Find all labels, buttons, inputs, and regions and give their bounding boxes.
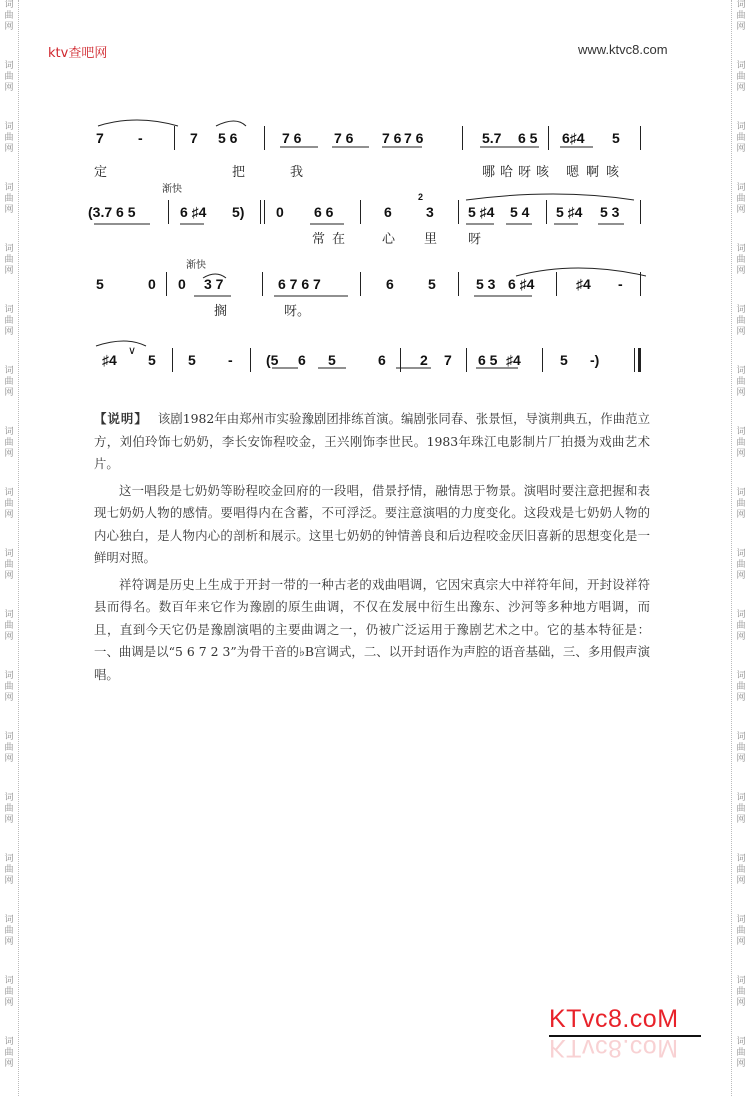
breath-mark: ∨ xyxy=(128,345,137,357)
watermark-char: 曲 xyxy=(736,72,746,82)
watermark-char: 网 xyxy=(736,327,746,337)
note: 7 xyxy=(190,130,198,146)
watermark-char: 网 xyxy=(4,998,14,1008)
barline xyxy=(458,200,459,224)
watermark-char: 曲 xyxy=(736,743,746,753)
watermark-gap xyxy=(2,704,16,732)
barline xyxy=(264,200,265,224)
note: ♯4 xyxy=(576,276,591,292)
description-paragraph-1: 【说明】 该剧1982年由郑州市实验豫剧团排练首演。编剧张同春、张景恒，导演荆典五，作曲范立方，刘伯玲饰七奶奶，李长安饰程咬金，王兴刚饰李世民。1983年珠江电影制片厂拍摄为戏曲艺术片。 xyxy=(94,411,650,471)
grace-note: 2 xyxy=(418,192,424,202)
note: 2 xyxy=(420,352,428,368)
final-barline-thin xyxy=(634,348,635,372)
description-paragraph-3: 祥符调是历史上生成于开封一带的一种古老的戏曲唱调，它因宋真宗大中祥符年间，开封设祥符县而得名。数百年来它作为豫剧的原生曲调，不仅在发展中衍生出豫东、沙河等多种地方唱调，而且，直到今天它仍是豫剧演唱的主要曲调之一，仍被广泛运用于豫剧艺术之中。它的基本特征是：一、曲调是以“5 6 7 2 3”为骨干音的♭B宫调式，二、以开封语作为声腔的语音基础，三、多用假声演唱。 xyxy=(94,576,650,682)
barline xyxy=(262,272,263,296)
watermark-char: 词 xyxy=(4,1037,14,1047)
watermark-char: 曲 xyxy=(736,804,746,814)
note: 6 xyxy=(378,352,386,368)
lyrics-row-3 xyxy=(86,300,646,318)
note: 6 xyxy=(384,204,392,220)
note: - xyxy=(618,276,623,292)
watermark-gap xyxy=(2,948,16,976)
watermark-char: 词 xyxy=(736,1037,746,1047)
watermark-char: 网 xyxy=(736,388,746,398)
watermark-gap xyxy=(2,1070,16,1098)
watermark-char: 曲 xyxy=(4,194,14,204)
note: 3 xyxy=(426,204,434,220)
note: ♯4 xyxy=(506,352,521,368)
watermark-char: 词 xyxy=(4,610,14,620)
watermark-char: 网 xyxy=(736,22,746,32)
watermark-char: 词 xyxy=(736,915,746,925)
description-block xyxy=(94,408,650,690)
watermark-gap xyxy=(734,704,748,732)
watermark-gap xyxy=(734,460,748,488)
watermark-char: 曲 xyxy=(4,72,14,82)
watermark-gap xyxy=(2,643,16,671)
barline xyxy=(640,272,641,296)
barline xyxy=(542,348,543,372)
barline xyxy=(166,272,167,296)
watermark-char: 词 xyxy=(736,0,746,10)
note: 3 7 xyxy=(204,276,224,292)
lyrics-row-1 xyxy=(86,161,646,179)
score-row-1 xyxy=(86,130,646,150)
watermark-char: 词 xyxy=(4,122,14,132)
note: 6 7 6 7 xyxy=(278,276,321,292)
barline xyxy=(400,348,401,372)
left-margin-line xyxy=(18,0,19,1096)
note: 6♯4 xyxy=(562,130,585,146)
watermark-char: 词 xyxy=(736,61,746,71)
watermark-char: 网 xyxy=(4,266,14,276)
watermark-char: 网 xyxy=(736,510,746,520)
description-paragraph-2: 这一唱段是七奶奶等盼程咬金回府的一段唱，借景抒情，融情思于物景。演唱时要注意把握和表现七奶奶人物的感情。要唱得内在含蓄，不可浮泛。要注意演唱的力度变化。这段戏是七奶奶人物的内心独白，是人物内心的剖析和展示。这里七奶奶的钟情善良和后边程咬金厌旧喜新的思想变化是一鲜明对照。 xyxy=(94,482,650,565)
lyric: 呀 xyxy=(518,165,532,180)
watermark-char: 曲 xyxy=(4,560,14,570)
logo-text: KTvc8.coM xyxy=(549,1005,679,1033)
watermark-char: 曲 xyxy=(736,194,746,204)
watermark-char: 词 xyxy=(736,610,746,620)
watermark-char: 网 xyxy=(4,144,14,154)
note: 0 xyxy=(276,204,284,220)
watermark-char: 曲 xyxy=(736,11,746,21)
note: 6 5 xyxy=(478,352,498,368)
watermark-char: 曲 xyxy=(4,682,14,692)
barline xyxy=(466,348,467,372)
watermark-char: 曲 xyxy=(736,255,746,265)
watermark-char: 网 xyxy=(4,571,14,581)
watermark-gap xyxy=(2,826,16,854)
note: 5 ♯4 xyxy=(468,204,495,220)
lyric: 哈 xyxy=(500,165,514,180)
note: (5 xyxy=(266,352,279,368)
left-watermark-column xyxy=(2,0,16,1096)
watermark-char: 曲 xyxy=(736,133,746,143)
watermark-char: 网 xyxy=(736,754,746,764)
tempo-mark: 渐快 xyxy=(186,260,206,271)
watermark-gap xyxy=(734,338,748,366)
watermark-gap xyxy=(734,521,748,549)
lyric: 搁 xyxy=(214,304,228,319)
watermark-char: 网 xyxy=(736,144,746,154)
watermark-char: 网 xyxy=(4,449,14,459)
watermark-char: 曲 xyxy=(4,865,14,875)
watermark-char: 网 xyxy=(736,83,746,93)
watermark-char: 曲 xyxy=(736,499,746,509)
watermark-char: 词 xyxy=(736,244,746,254)
watermark-gap xyxy=(2,582,16,610)
watermark-char: 词 xyxy=(4,305,14,315)
final-barline-thick xyxy=(638,348,641,372)
watermark-char: 网 xyxy=(4,632,14,642)
watermark-char: 曲 xyxy=(4,499,14,509)
lyrics-row-2 xyxy=(86,228,646,246)
watermark-char: 网 xyxy=(736,815,746,825)
watermark-char: 曲 xyxy=(4,11,14,21)
barline xyxy=(360,200,361,224)
watermark-char: 曲 xyxy=(736,438,746,448)
right-margin-line xyxy=(731,0,732,1096)
lyric: 哪 xyxy=(482,165,496,180)
watermark-char: 网 xyxy=(736,449,746,459)
watermark-char: 网 xyxy=(4,693,14,703)
lyric: 常 xyxy=(312,232,326,247)
watermark-char: 词 xyxy=(4,854,14,864)
description-label: 【说明】 xyxy=(94,411,148,426)
watermark-char: 网 xyxy=(4,388,14,398)
watermark-char: 词 xyxy=(4,915,14,925)
watermark-char: 网 xyxy=(736,571,746,581)
watermark-char: 网 xyxy=(736,876,746,886)
watermark-gap xyxy=(734,765,748,793)
watermark-char: 曲 xyxy=(4,1048,14,1058)
barline xyxy=(458,272,459,296)
note: 6 5 xyxy=(518,130,538,146)
note: (3.7 6 5 xyxy=(88,204,136,220)
note: 6 6 xyxy=(314,204,334,220)
lyric: 把 xyxy=(232,165,246,180)
score-row-2 xyxy=(86,192,646,224)
barline xyxy=(548,126,549,150)
watermark-char: 曲 xyxy=(4,743,14,753)
watermark-char: 词 xyxy=(736,427,746,437)
watermark-gap xyxy=(734,33,748,61)
watermark-char: 词 xyxy=(736,854,746,864)
note: 5 4 xyxy=(510,204,530,220)
note: 7 6 xyxy=(334,130,354,146)
lyric: 啊 xyxy=(586,165,600,180)
watermark-char: 词 xyxy=(4,549,14,559)
watermark-char: 词 xyxy=(736,122,746,132)
lyric: 里 xyxy=(424,232,438,247)
barline xyxy=(640,126,641,150)
watermark-char: 网 xyxy=(736,693,746,703)
lyric: 心 xyxy=(382,232,396,247)
watermark-gap xyxy=(2,399,16,427)
watermark-char: 曲 xyxy=(736,316,746,326)
watermark-gap xyxy=(734,399,748,427)
watermark-gap xyxy=(2,887,16,915)
watermark-char: 曲 xyxy=(736,1048,746,1058)
note: - xyxy=(228,352,233,368)
lyric: 在 xyxy=(332,232,346,247)
barline xyxy=(172,348,173,372)
note: 0 xyxy=(178,276,186,292)
watermark-char: 网 xyxy=(4,1059,14,1069)
watermark-char: 词 xyxy=(736,366,746,376)
watermark-char: 曲 xyxy=(4,438,14,448)
barline xyxy=(462,126,463,150)
watermark-char: 曲 xyxy=(4,804,14,814)
watermark-char: 曲 xyxy=(4,377,14,387)
watermark-char: 曲 xyxy=(736,926,746,936)
watermark-char: 词 xyxy=(4,0,14,10)
lyric: 定 xyxy=(94,165,108,180)
watermark-gap xyxy=(734,277,748,305)
watermark-char: 词 xyxy=(736,549,746,559)
note: 6 ♯4 xyxy=(180,204,207,220)
lyric: 咳 xyxy=(536,165,550,180)
watermark-char: 曲 xyxy=(4,255,14,265)
watermark-char: 曲 xyxy=(4,133,14,143)
watermark-gap xyxy=(2,216,16,244)
note: 5 ♯4 xyxy=(556,204,583,220)
watermark-char: 网 xyxy=(4,510,14,520)
watermark-char: 词 xyxy=(736,183,746,193)
watermark-char: 曲 xyxy=(4,316,14,326)
watermark-char: 词 xyxy=(4,427,14,437)
watermark-char: 词 xyxy=(4,976,14,986)
site-name-left[interactable]: ktv查吧网 xyxy=(48,46,108,61)
lyric: 我 xyxy=(290,165,304,180)
score-row-3 xyxy=(86,276,646,296)
note: 5 xyxy=(560,352,568,368)
note: 5 xyxy=(428,276,436,292)
watermark-gap xyxy=(734,155,748,183)
note: 5 xyxy=(188,352,196,368)
note: 5 3 xyxy=(600,204,620,220)
lyric: 咳 xyxy=(606,165,620,180)
watermark-char: 词 xyxy=(4,732,14,742)
watermark-char: 词 xyxy=(736,976,746,986)
score-row-4 xyxy=(86,345,646,372)
barline xyxy=(174,126,175,150)
watermark-char: 网 xyxy=(4,205,14,215)
logo-reflection: KTvc8.coM xyxy=(549,1034,679,1062)
watermark-gap xyxy=(734,94,748,122)
note: -) xyxy=(590,352,600,368)
watermark-gap xyxy=(734,887,748,915)
barline xyxy=(260,200,261,224)
barline xyxy=(264,126,265,150)
barline xyxy=(168,200,169,224)
note: 5 xyxy=(328,352,336,368)
barline xyxy=(250,348,251,372)
watermark-gap xyxy=(734,826,748,854)
note: 5 3 xyxy=(476,276,496,292)
watermark-char: 词 xyxy=(4,366,14,376)
watermark-char: 网 xyxy=(736,937,746,947)
watermark-char: 网 xyxy=(736,998,746,1008)
barline xyxy=(360,272,361,296)
watermark-char: 网 xyxy=(4,754,14,764)
watermark-char: 词 xyxy=(4,671,14,681)
watermark-char: 网 xyxy=(736,205,746,215)
watermark-char: 词 xyxy=(736,488,746,498)
watermark-gap xyxy=(2,521,16,549)
watermark-char: 词 xyxy=(736,671,746,681)
watermark-gap xyxy=(2,1009,16,1037)
watermark-char: 曲 xyxy=(736,987,746,997)
watermark-gap xyxy=(2,460,16,488)
watermark-char: 网 xyxy=(4,937,14,947)
note: - xyxy=(138,130,143,146)
right-watermark-column xyxy=(734,0,748,1096)
note: 7 6 xyxy=(404,130,424,146)
note: 5 xyxy=(148,352,156,368)
watermark-char: 词 xyxy=(736,793,746,803)
lyric: 呀。 xyxy=(284,304,311,319)
note: 5.7 xyxy=(482,130,502,146)
note: 6 xyxy=(386,276,394,292)
watermark-char: 网 xyxy=(4,327,14,337)
note: 0 xyxy=(148,276,156,292)
watermark-char: 词 xyxy=(4,793,14,803)
watermark-gap xyxy=(2,765,16,793)
lyric: 呀 xyxy=(468,232,482,247)
watermark-char: 网 xyxy=(736,1059,746,1069)
watermark-gap xyxy=(2,338,16,366)
note: 7 xyxy=(444,352,452,368)
note: 7 xyxy=(96,130,104,146)
watermark-char: 曲 xyxy=(4,987,14,997)
watermark-char: 网 xyxy=(4,22,14,32)
watermark-char: 曲 xyxy=(4,621,14,631)
barline xyxy=(546,200,547,224)
watermark-char: 网 xyxy=(4,876,14,886)
watermark-gap xyxy=(734,643,748,671)
watermark-gap xyxy=(2,155,16,183)
watermark-char: 网 xyxy=(736,266,746,276)
watermark-char: 网 xyxy=(736,632,746,642)
watermark-gap xyxy=(734,948,748,976)
watermark-char: 曲 xyxy=(736,560,746,570)
note: 5 6 xyxy=(218,130,238,146)
note: 5 xyxy=(612,130,620,146)
watermark-char: 词 xyxy=(4,244,14,254)
site-url-right[interactable]: www.ktvc8.com xyxy=(578,42,668,57)
watermark-char: 词 xyxy=(736,305,746,315)
lyric: 嗯 xyxy=(566,165,580,180)
watermark-char: 曲 xyxy=(736,865,746,875)
watermark-gap xyxy=(734,582,748,610)
barline xyxy=(556,272,557,296)
watermark-char: 网 xyxy=(4,83,14,93)
note: 6 xyxy=(298,352,306,368)
watermark-char: 词 xyxy=(4,183,14,193)
watermark-char: 网 xyxy=(4,815,14,825)
watermark-char: 词 xyxy=(4,488,14,498)
barline xyxy=(640,200,641,224)
note: 7 6 xyxy=(282,130,302,146)
watermark-char: 曲 xyxy=(736,621,746,631)
watermark-char: 词 xyxy=(736,732,746,742)
watermark-char: 曲 xyxy=(4,926,14,936)
tempo-mark: 渐快 xyxy=(162,184,182,195)
watermark-char: 曲 xyxy=(736,682,746,692)
watermark-char: 曲 xyxy=(736,377,746,387)
note: 7 6 xyxy=(382,130,402,146)
watermark-char: 词 xyxy=(4,61,14,71)
note: ♯4 xyxy=(102,352,117,368)
watermark-gap xyxy=(2,94,16,122)
ktvc8-logo[interactable] xyxy=(549,1005,709,1065)
watermark-gap xyxy=(734,216,748,244)
watermark-gap xyxy=(734,1070,748,1098)
watermark-gap xyxy=(2,33,16,61)
note: 5) xyxy=(232,204,245,220)
watermark-gap xyxy=(734,1009,748,1037)
watermark-gap xyxy=(2,277,16,305)
note: 5 xyxy=(96,276,104,292)
note: 6 ♯4 xyxy=(508,276,535,292)
